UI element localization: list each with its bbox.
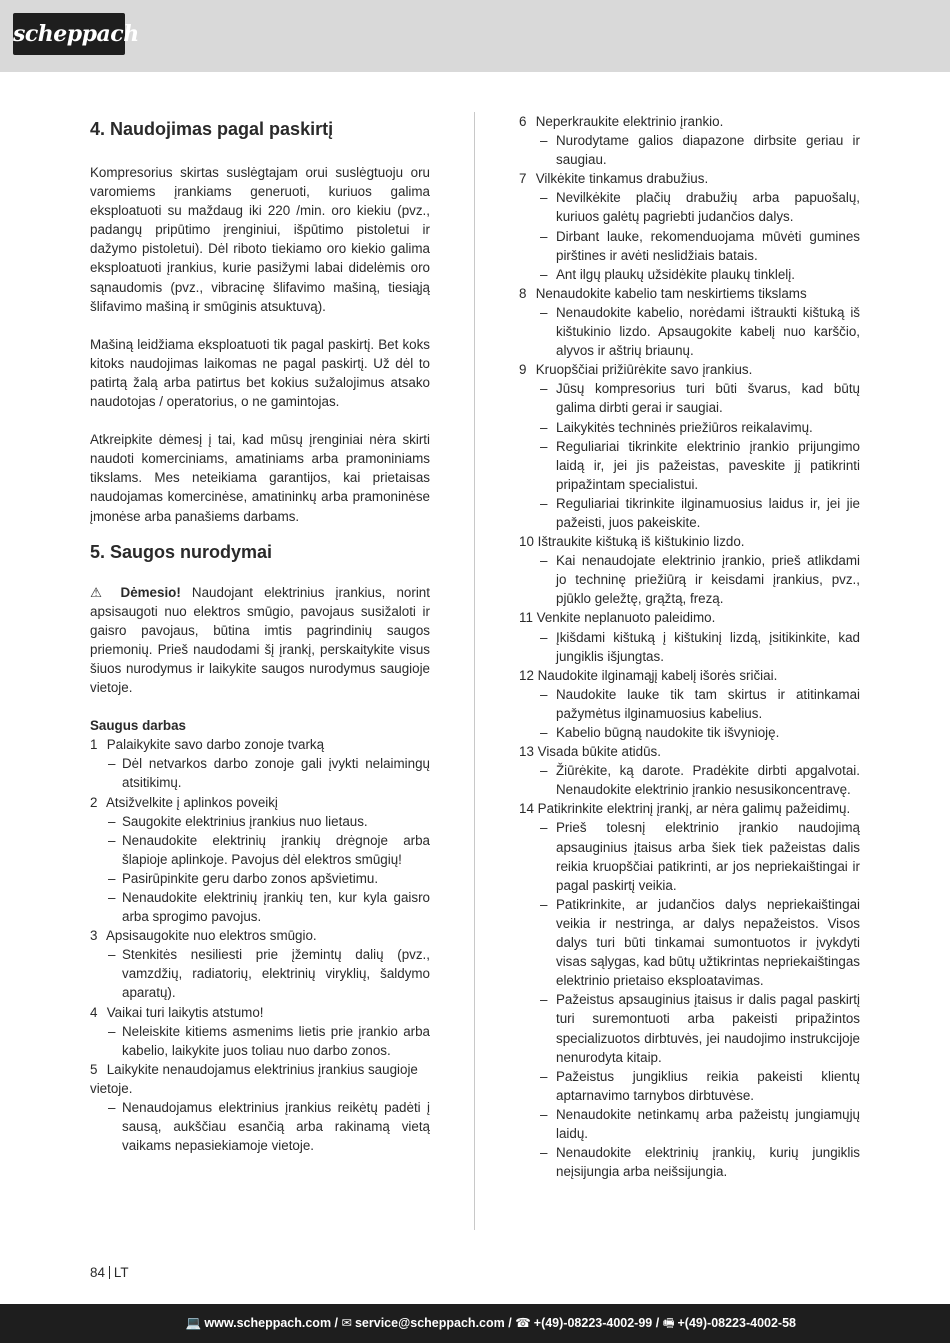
scheppach-logo: scheppach [13, 13, 125, 55]
safety-bullet: – Patikrinkite, ar judančios dalys nepriekaištingai veikia ir nestringa, ar dalys nepažeistos. Visos dalys turi būti tinkamai sumontuotos ir įvykdyti visas sąlygas, kad būtų užtikrintas nepriekaištingas elektrinio prietaiso eksploatavimas. [519, 895, 860, 990]
safety-bullet: – Nenaudojamus elektrinius įrankius reikėtų padėti į sausą, aukščiau esančią arba rakinamą vietą vaikams nepasiekiamoje vietoje. [90, 1098, 430, 1155]
section-4-title: 4. Naudojimas pagal paskirtį [90, 119, 334, 139]
safety-bullet: – Ant ilgų plaukų užsidėkite plaukų tinklelį. [519, 265, 860, 284]
safety-item [90, 926, 430, 945]
safety-item [90, 1060, 430, 1098]
safety-bullet: – Stenkitės nesiliesti prie įžemintų dalių (pvz., vamzdžių, radiatorių, elektrinių viryklių, šaldymo aparatų). [90, 945, 430, 1002]
safety-bullet: – Prieš tolesnį elektrinio įrankio naudojimą apsauginius įtaisus arba šiek tiek pažeistas dalis reikia kruopščiai patikrinti, ar jos nepriekaištingai ir pagal paskirtį veikia. [519, 818, 860, 894]
safety-item-title: Vilkėkite tinkamus drabužius. [535, 171, 709, 187]
safety-bullet: – Reguliariai tikrinkite elektrinio įrankio prijungimo laidą ir, jei jis pažeistas, paveskite jį patikrinti pripažintam specialistui. [519, 437, 860, 494]
safety-bullets [519, 303, 860, 360]
safety-bullet: – Nenaudokite elektrinių įrankių, kurių jungiklis neįsijungia arba neišsijungia. [519, 1143, 860, 1181]
safety-item [90, 735, 430, 754]
safety-item-number: 13 [519, 744, 534, 760]
safe-work-heading: Saugus darbas [90, 718, 186, 734]
section-4-paragraph: Atkreipkite dėmesį į tai, kad mūsų įrenginiai nėra skirti naudoti komerciniams, amatiniams arba pramoniniams tikslams. Mes neteikiama garantijos, kai prietaisas naudojamas komercinėse, amatininkų arba pramoninėse įmonėse arba panašiems darbams. [90, 432, 430, 524]
safety-item [90, 1003, 430, 1022]
footer-email[interactable]: service@scheppach.com / [354, 1316, 512, 1330]
safety-item-number: 14 [519, 801, 534, 817]
computer-icon: 💻 [185, 1316, 202, 1330]
safety-item-number: 1 [90, 737, 98, 753]
safety-bullet: – Kabelio būgną naudokite tik išvynioję. [519, 723, 860, 742]
warning-text: Naudojant elektrinius įrankius, norint apsisaugoti nuo elektros smūgio, pavojaus susižaloti ir gaisro pavojaus, būtina imtis pagrindinių saugos priemonių. Prieš naudodami šį įrankį, perskaitykite visus šiuos nurodymus ir laikykite saugos nurodymus saugioje vietoje. [90, 584, 430, 696]
safety-item-title: Venkite neplanuoto paleidimo. [536, 610, 716, 626]
safety-bullets [519, 761, 860, 799]
safety-item-title: Kruopščiai prižiūrėkite savo įrankius. [535, 362, 753, 378]
safety-bullet: – Žiūrėkite, ką darote. Pradėkite dirbti apgalvotai. Nenaudokite elektrinio įrankio nesusikoncentravę. [519, 761, 860, 799]
warning-triangle-icon: ⚠ [90, 584, 110, 600]
phone-icon: ☎ [515, 1316, 531, 1330]
column-divider [474, 112, 475, 1230]
safety-bullet: – Pažeistus jungiklius reikia pakeisti klientų aptarnavimo tarnybos dirbtuvėse. [519, 1067, 860, 1105]
safety-bullet: – Reguliariai tikrinkite ilginamuosius laidus ir, jei jie pažeisti, juos pakeiskite. [519, 494, 860, 532]
safety-bullets [90, 754, 430, 792]
fax-icon: 🖷 [662, 1316, 675, 1330]
safety-bullet: – Jūsų kompresorius turi būti švarus, kad būtų galima dirbti gerai ir saugiai. [519, 379, 860, 417]
header-bar [0, 0, 950, 72]
footer-phone: +(49)-08223-4002-99 / [533, 1316, 660, 1330]
safety-item-title: Palaikykite savo darbo zonoje tvarką [106, 737, 325, 753]
right-column [519, 112, 860, 1181]
safety-bullets [519, 628, 860, 666]
safety-item-number: 10 [519, 534, 534, 550]
safety-bullet: – Kai nenaudojate elektrinio įrankio, prieš atlikdami jo techninę priežiūrą ir keisdami įrankius, pvz., pjūklo geležtę, grąžtą, frezą. [519, 551, 860, 608]
safety-item-title: Apsisaugokite nuo elektros smūgio. [105, 928, 317, 944]
safety-bullet: – Laikykitės techninės priežiūros reikalavimų. [519, 418, 860, 437]
safety-item-number: 12 [519, 667, 534, 683]
safety-bullets [519, 379, 860, 532]
safety-bullets [519, 551, 860, 608]
safety-bullet: – Pažeistus apsauginius įtaisus ir dalis pagal paskirtį turi suremontuoti arba pakeisti pripažintos specializuotos dirbtuvės, jei naudojimo instrukcijoje nenurodyta kitaip. [519, 990, 860, 1066]
safety-bullet: – Nenaudokite netinkamų arba pažeistų jungiamųjų laidų. [519, 1105, 860, 1143]
page-separator [109, 1266, 110, 1279]
safety-item-number: 2 [90, 794, 98, 810]
section-4-paragraph: Kompresorius skirtas suslėgtajam orui suslėgtuoju oru varomiems įrankiams generuoti, kuriuos galima eksploatuoti su maždaug iki 220 /min. oro kiekiu (pvz., padangų pripūtimo įrenginiui, išpūtimo pistoletui ir dažymo pistoletui). Dėl riboto tiekiamo oro kiekio galima eksploatuoti įrankius, kurie pasižymi labai didelėmis oro sąnaudomis (pvz., vibracinę šlifavimo mašiną, tiesiąją šlifavimo mašiną ir smūginis atsuktuvą). [90, 165, 430, 314]
safety-item-number: 7 [519, 171, 527, 187]
safety-item-title: Ištraukite kištuką iš kištukinio lizdo. [537, 534, 745, 550]
safety-bullet: – Dirbant lauke, rekomenduojama mūvėti gumines pirštines ir avėti neslidžiais batais. [519, 227, 860, 265]
section-5-title: 5. Saugos nurodymai [90, 541, 273, 562]
safety-bullet: – Nurodytame galios diapazone dirbsite geriau ir saugiau. [519, 131, 860, 169]
safety-bullet: – Nenaudokite elektrinių įrankių drėgnoje arba šlapioje aplinkoje. Pavojus dėl elektros smūgių! [90, 831, 430, 869]
warning-label: Dėmesio! [120, 584, 181, 600]
safety-bullet: – Dėl netvarkos darbo zonoje gali įvykti nelaimingų atsitikimų. [90, 754, 430, 792]
safety-item [519, 799, 860, 818]
safety-item [519, 666, 860, 685]
safety-item [519, 284, 860, 303]
footer-fax: +(49)-08223-4002-58 [677, 1316, 796, 1330]
safety-bullet: – Naudokite lauke tik tam skirtus ir atitinkamai pažymėtus ilginamuosius kabelius. [519, 685, 860, 723]
safety-bullets [90, 1098, 430, 1155]
safety-item [519, 532, 860, 551]
safety-item-title: Neperkraukite elektrinio įrankio. [535, 114, 724, 129]
footer-contact-bar [0, 1304, 950, 1343]
safety-item-title: Vaikai turi laikytis atstumo! [106, 1004, 264, 1020]
safety-item-number: 8 [519, 285, 527, 301]
warning-paragraph [90, 583, 430, 698]
safety-bullets [519, 131, 860, 169]
safety-item-number: 6 [519, 114, 527, 129]
page-number-value: 84 [90, 1265, 105, 1280]
safety-bullet: – Neleiskite kitiems asmenims lietis prie įrankio arba kabelio, laikykite juos toliau nuo darbo zonos. [90, 1022, 430, 1060]
left-column [90, 112, 430, 1155]
safety-bullets [519, 188, 860, 283]
safety-item-title: Visada būkite atidūs. [537, 744, 661, 760]
safety-item-title: Atsižvelkite į aplinkos poveikį [105, 794, 278, 810]
footer-website[interactable]: www.scheppach.com / [204, 1316, 339, 1330]
safety-item [519, 360, 860, 379]
safety-item-number: 11 [519, 610, 533, 626]
safety-item-number: 4 [90, 1004, 98, 1020]
safety-bullet: – Pasirūpinkite geru darbo zonos apšvietimu. [90, 869, 430, 888]
safety-item-number: 3 [90, 928, 98, 944]
safety-item-title: Naudokite ilginamąjį kabelį išorės sričiai. [537, 667, 778, 683]
safety-item-number: 9 [519, 362, 527, 378]
safety-item-title: Patikrinkite elektrinį įrankį, ar nėra galimų pažeidimų. [537, 801, 851, 817]
safety-bullets [90, 812, 430, 927]
section-4-paragraph: Mašiną leidžiama eksploatuoti tik pagal paskirtį. Bet koks kitoks naudojimas laikomas ne pagal paskirtį. Už dėl to patirtą žalą arba patirtus bet kokius sužalojimus atsako naudotojas / operatorius, o ne gamintojas. [90, 336, 430, 410]
safety-bullets [90, 1022, 430, 1060]
safety-bullet: – Nevilkėkite plačių drabužių arba papuošalų, kuriuos galėtų pagriebti judančios dalys. [519, 188, 860, 226]
safety-bullet: – Nenaudokite elektrinių įrankių ten, kur kyla gaisro arba sprogimo pavojus. [90, 888, 430, 926]
safety-bullets [519, 685, 860, 742]
safety-item-title: Laikykite nenaudojamus elektrinius įrankius saugioje vietoje. [90, 1061, 418, 1096]
safety-item [519, 608, 860, 627]
safety-bullet: – Saugokite elektrinius įrankius nuo lietaus. [90, 812, 430, 831]
safety-item-title: Nenaudokite kabelio tam neskirtiems tikslams [535, 285, 807, 301]
email-icon: ✉ [341, 1316, 352, 1330]
safety-bullet: – Nenaudokite kabelio, norėdami ištraukti kištuką iš kištukinio lizdo. Apsaugokite kabelį nuo karščio, alyvos ir aštrių briaunų. [519, 303, 860, 360]
safety-bullets [519, 818, 860, 1181]
safety-item-number: 5 [90, 1061, 98, 1077]
page-language: LT [113, 1265, 129, 1280]
safety-item [519, 169, 860, 188]
safety-list-left [90, 735, 430, 1155]
safety-item [90, 793, 430, 812]
safety-item [519, 112, 860, 131]
safety-item [519, 742, 860, 761]
safety-list-right [519, 112, 860, 1181]
page-number [90, 1265, 129, 1280]
safety-bullet: – Įkišdami kištuką į kištukinį lizdą, įsitikinkite, kad jungiklis išjungtas. [519, 628, 860, 666]
safety-bullets [90, 945, 430, 1002]
